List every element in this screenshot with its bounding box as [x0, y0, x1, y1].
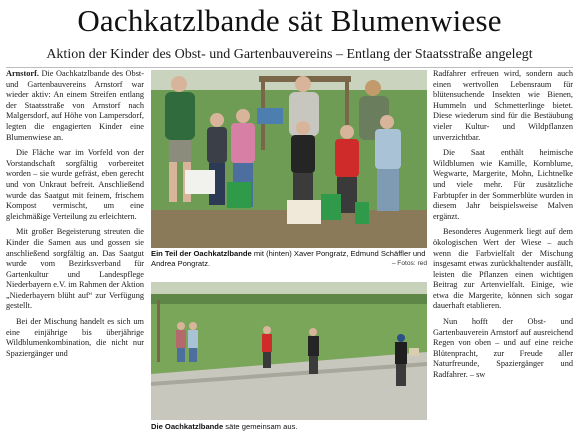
paragraph: Radfahrer erfreuen wird, sondern auch einen wertvollen Lebensraum für blütensuchende Insekten wie Bienen, Hummeln und Schmetterlinge bietet. Diese wiederum sind für die Bestäubung vieler Kultur- und Wildpflanzen unverzichtbar. — [433, 69, 573, 142]
caption-text: mit (hinten) Xaver Pongratz, Edmund Schäffler und Andrea Pongratz. — [151, 249, 426, 268]
left-column — [6, 69, 144, 364]
sowing-photo — [151, 282, 427, 420]
caption-text: säte gemeinsam aus. — [225, 422, 298, 431]
paragraph — [6, 69, 144, 143]
sowing-photo-illustration — [151, 282, 427, 420]
photo-credit: – Fotos: red — [391, 259, 427, 267]
dateline: Arnstorf. — [6, 69, 39, 78]
paragraph: Nun hofft der Obst- und Gartenbauverein Arnstorf auf ausreichend Regen von oben – und auf eine reiche Blütenpracht, zur Freude aller Naturfreunde, Spaziergänger und Radfahrer. – sw — [433, 317, 573, 380]
photo-caption — [151, 249, 427, 268]
headline-rule — [6, 67, 573, 68]
right-column — [433, 69, 573, 386]
group-photo — [151, 70, 427, 248]
headline: Oachkatzlbande sät Blumenwiese — [77, 3, 502, 38]
paragraph-text: Die Oachkatzlbande des Obst- und Gartenbauvereins Arnstorf war wieder aktiv: An einem Streifen entlang der Staatsstraße von Arnstorf nach Malgersdorf, auf Höhe von Lampersdorf, legten die engagierten Kinder eine Blumenwiese an. — [6, 69, 144, 142]
paragraph: Die Fläche war im Vorfeld von der Vorstandschaft sorgfältig vorbereitet worden – sie wurde gefräst, eben gerecht und von Unkraut befreit. Anschließend wurde das Saatgut mit feinem, frischem Kompost vermischt, um eine gleichmäßige Verteilung zu erleichtern. — [6, 148, 144, 221]
paragraph: Die Saat enthält heimische Wildblumen wie Kamille, Kornblume, Wegwarte, Margerite, Mohn, Lichtnelke und viele mehr. Für zusätzliche Farbtupfer in der Sommerblüte wurden in diesem Jahr beispielsweise Malven ergänzt. — [433, 148, 573, 221]
paragraph: Mit großer Begeisterung streuten die Kinder die Samen aus und gossen sie anschließend sorgfältig an. Das Saatgut wurde vom Bezirksverband für Gartenkultur und Landespflege Niederbayern e.V. im Rahmen der Aktion „Niederbayern blüht auf“ zur Verfügung gestellt. — [6, 227, 144, 311]
subheadline: Aktion der Kinder des Obst- und Gartenbauvereins – Entlang der Staatsstraße angelegt — [46, 47, 533, 62]
paragraph: Besonderes Augenmerk liegt auf dem ökologischen Wert der Wiese – auch wenn die Farbvielfalt der Mischung insgesamt etwas zurückhaltender ausfällt, leisten die Pflanzen einen wichtigen Beitrag zur Artenvielfalt. Einige, wie etwa die Margerite, können sich sogar dauerhaft etablieren. — [433, 227, 573, 311]
group-photo-illustration — [151, 70, 427, 248]
photo-caption — [151, 422, 427, 432]
caption-bold: Ein Teil der Oachkatzlbande — [151, 249, 252, 258]
paragraph: Bei der Mischung handelt es sich um eine einjährige bis überjährige Wildblumenkombination, die nicht nur Spaziergänger und — [6, 317, 144, 358]
caption-bold: Die Oachkatzlbande — [151, 422, 224, 431]
